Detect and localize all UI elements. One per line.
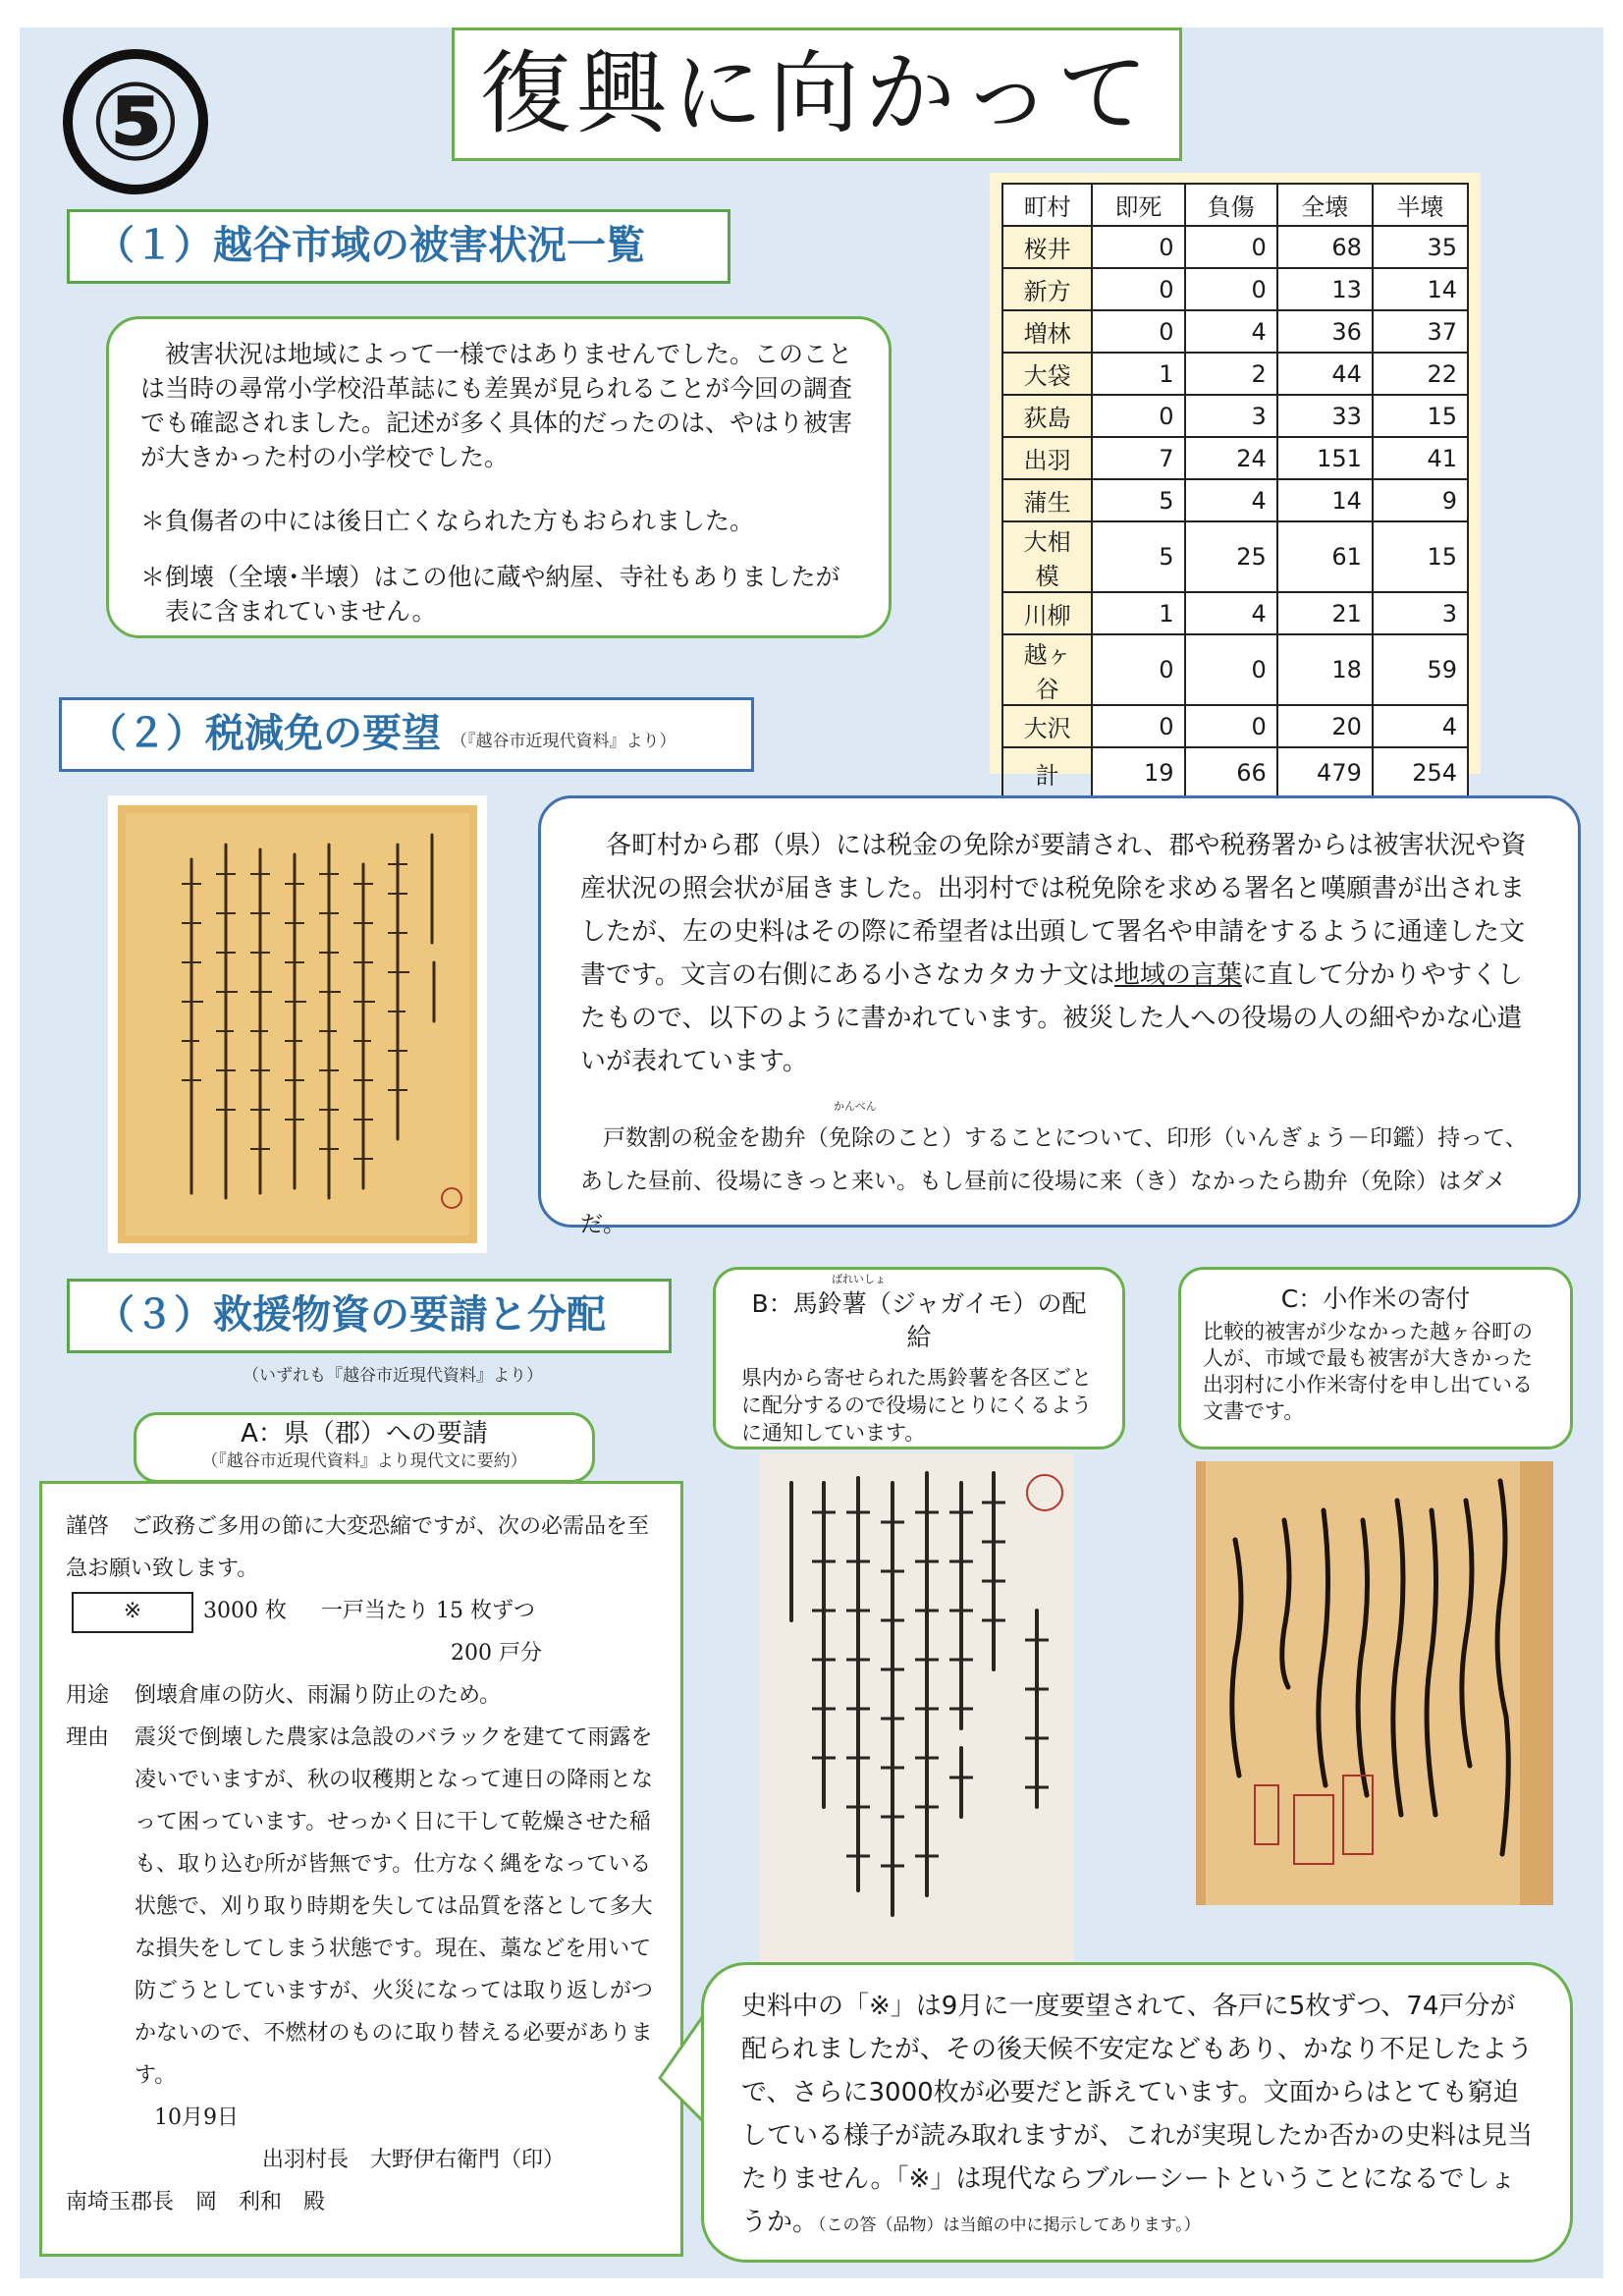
- table-header-cell: 半壊: [1373, 184, 1468, 226]
- table-value-cell: 21: [1277, 592, 1373, 634]
- letter-item-line: [66, 1590, 657, 1632]
- section1-title: [67, 209, 730, 284]
- table-value-cell: 0: [1092, 268, 1184, 310]
- section2-textbox: [538, 795, 1581, 1237]
- table-value-cell: 35: [1373, 226, 1468, 268]
- table-total-row: [1002, 747, 1468, 798]
- table-value-cell: 20: [1277, 705, 1373, 747]
- table-value-cell: 18: [1277, 634, 1373, 705]
- table-row: [1002, 479, 1468, 521]
- table-town-cell: 増林: [1002, 310, 1092, 353]
- table-value-cell: 479: [1277, 747, 1373, 798]
- table-value-cell: 4: [1185, 592, 1277, 634]
- damage-table-header: [1002, 184, 1468, 226]
- table-value-cell: 25: [1185, 521, 1277, 592]
- table-value-cell: 5: [1092, 521, 1184, 592]
- reason-label: 理由: [66, 1725, 110, 1750]
- table-value-cell: 4: [1185, 479, 1277, 521]
- section-b-ruby: ばれいしょ: [832, 1273, 886, 1285]
- table-value-cell: 41: [1373, 437, 1468, 479]
- section2-paragraph-part1: 各町村から郡（県）には税金の免除が要請され、郡や税務署からは被害状況や資産状況の照会状が届きました。出羽村では税免除を求める署名と嘆願書が出されましたが、左の史料はその際に希望者は出頭して署名や申請をするように通達した文書です。文言の右側にある小さなカタカナ文は: [580, 831, 1527, 990]
- table-value-cell: 61: [1277, 521, 1373, 592]
- section3-title: [67, 1279, 672, 1353]
- reason-text: 震災で倒壊した農家は急設のバラックを建てて雨露を凌いでいますが、秋の収穫期となって連日の降雨となって困っています。せっかく日に干して乾燥させた稲も、取り込む所が皆無です。仕方なく縄をなっている状態で、刈り取り時期を失しては品質を落として多大な損失をしてしまう状態です。現在、藁などを用いて防ごうとしていますが、火災になっては取り返しがつかないので、不燃材のものに取り替える必要があります。: [135, 1725, 654, 2088]
- section1-note-collapse: ＊倒壊（全壊･半壊）はこの他に蔵や納屋、寺社もありましたが表に含まれていません。: [140, 563, 840, 626]
- table-row: [1002, 395, 1468, 437]
- note-bubble: [701, 1962, 1573, 2263]
- table-value-cell: 0: [1092, 310, 1184, 353]
- table-town-cell: 蒲生: [1002, 479, 1092, 521]
- damage-table-body: [1002, 226, 1468, 798]
- table-value-cell: 0: [1185, 705, 1277, 747]
- table-value-cell: 0: [1185, 634, 1277, 705]
- table-row: [1002, 634, 1468, 705]
- section-c-title: C：小作米の寄付: [1280, 1285, 1471, 1313]
- section2-title-source: （『越谷市近現代資料』より）: [451, 732, 676, 751]
- table-value-cell: 68: [1277, 226, 1373, 268]
- letter-date: 10月9日: [154, 2105, 239, 2130]
- table-value-cell: 33: [1277, 395, 1373, 437]
- table-town-cell: 川柳: [1002, 592, 1092, 634]
- letter-recipient: 南埼玉郡長 岡 利和 殿: [66, 2190, 326, 2214]
- item-per-household: 一戸当たり 15 枚ずつ: [321, 1599, 535, 1623]
- table-row: [1002, 592, 1468, 634]
- table-value-cell: 3: [1185, 395, 1277, 437]
- section-a-title: A：県（郡）への要請: [241, 1419, 488, 1449]
- section-a-title-tag: [134, 1412, 595, 1483]
- table-town-cell: 大沢: [1002, 705, 1092, 747]
- section-number-badge: ⑤: [63, 49, 208, 194]
- table-header-cell: 負傷: [1185, 184, 1277, 226]
- table-town-cell: 荻島: [1002, 395, 1092, 437]
- table-value-cell: 0: [1092, 395, 1184, 437]
- section-c-body: 比較的被害が少なかった越ヶ谷町の人が、市域で最も被害が大きかった出羽村に小作米寄付を申し出ている文書です。: [1203, 1320, 1533, 1423]
- section-c-box: [1178, 1267, 1573, 1449]
- use-label: 用途: [66, 1683, 110, 1708]
- table-town-cell: 大袋: [1002, 353, 1092, 395]
- section3-source: （いずれも『越谷市近現代資料』より）: [243, 1366, 543, 1386]
- note-small-text: （この答（品物）は当館の中に掲示してあります。）: [818, 2215, 1201, 2235]
- rice-donation-image: [1196, 1461, 1553, 1905]
- potato-notice-photo: [760, 1453, 1074, 1974]
- section1-title-text: （１）越谷市域の被害状況一覧: [95, 223, 645, 268]
- item-placeholder-mark: ※: [72, 1592, 193, 1633]
- note-body: 史料中の「※」は9月に一度要望されて、各戸に5枚ずつ、74戸分が配られましたが、その後天候不安定などもあり、かなり不足したようで、さらに3000枚が必要だと訴えています。文面からはとても窮迫している様子が読み取れますが、これが実現したか否かの史料は見当たりません。「※」は現代ならブルーシートということになるでしょうか。: [741, 1992, 1534, 2237]
- table-town-cell: 大相模: [1002, 521, 1092, 592]
- table-row: [1002, 268, 1468, 310]
- tax-document-photo: [108, 795, 487, 1253]
- section1-textbox: [106, 316, 892, 638]
- table-value-cell: 1: [1092, 592, 1184, 634]
- table-row: [1002, 705, 1468, 747]
- letter-sender: 出羽村長 大野伊右衛門（印）: [262, 2148, 566, 2172]
- section-b-box: [713, 1267, 1125, 1449]
- tax-document-image: [118, 805, 477, 1243]
- table-value-cell: 0: [1092, 705, 1184, 747]
- table-town-cell: 出羽: [1002, 437, 1092, 479]
- item-quantity: 3000 枚: [203, 1599, 287, 1623]
- section-a-letter: [39, 1481, 683, 2257]
- section-b-title: B：馬鈴薯（ジャガイモ）の配給: [751, 1289, 1087, 1351]
- table-value-cell: 36: [1277, 310, 1373, 353]
- letter-greeting: 謹啓 ご政務ご多用の節に大変恐縮ですが、次の必需品を至急お願い致します。: [66, 1514, 650, 1581]
- table-value-cell: 15: [1373, 521, 1468, 592]
- section2-ruby: かんべん: [834, 1100, 877, 1113]
- table-value-cell: 151: [1277, 437, 1373, 479]
- letter-use-line: [66, 1674, 657, 1717]
- table-value-cell: 24: [1185, 437, 1277, 479]
- table-header-cell: 即死: [1092, 184, 1184, 226]
- table-value-cell: 1: [1092, 353, 1184, 395]
- table-row: [1002, 353, 1468, 395]
- table-value-cell: 0: [1185, 268, 1277, 310]
- table-town-cell: 越ヶ谷: [1002, 634, 1092, 705]
- section2-translation: [580, 1100, 1539, 1246]
- table-value-cell: 19: [1092, 747, 1184, 798]
- damage-table: [1001, 183, 1469, 799]
- table-value-cell: 254: [1373, 747, 1468, 798]
- table-value-cell: 3: [1373, 592, 1468, 634]
- table-header-cell: 全壊: [1277, 184, 1373, 226]
- section-b-body: 県内から寄せられた馬鈴薯を各区ごとに配分するので役場にとりにくるように通知しています。: [741, 1366, 1092, 1445]
- table-value-cell: 37: [1373, 310, 1468, 353]
- table-value-cell: 66: [1185, 747, 1277, 798]
- section2-title-text: （２）税減免の要望: [87, 711, 441, 756]
- section-a-subtitle: （『越谷市近現代資料』より現代文に要約）: [201, 1451, 527, 1471]
- damage-table-panel: [990, 173, 1481, 790]
- table-value-cell: 15: [1373, 395, 1468, 437]
- table-town-cell: 計: [1002, 747, 1092, 798]
- table-value-cell: 14: [1277, 479, 1373, 521]
- table-value-cell: 4: [1373, 705, 1468, 747]
- page: [20, 27, 1603, 2278]
- table-value-cell: 0: [1092, 226, 1184, 268]
- section2-underlined-phrase: 地域の言葉: [1113, 960, 1242, 990]
- table-value-cell: 2: [1185, 353, 1277, 395]
- letter-reason-line: [66, 1717, 657, 2097]
- section1-note-injured: ＊負傷者の中には後日亡くなられた方もおられました。: [140, 507, 755, 535]
- table-value-cell: 5: [1092, 479, 1184, 521]
- table-value-cell: 59: [1373, 634, 1468, 705]
- section2-paragraph: [580, 824, 1539, 1083]
- table-row: [1002, 310, 1468, 353]
- table-value-cell: 7: [1092, 437, 1184, 479]
- table-value-cell: 44: [1277, 353, 1373, 395]
- item-households: 200 戸分: [451, 1641, 542, 1666]
- table-value-cell: 22: [1373, 353, 1468, 395]
- table-value-cell: 0: [1092, 634, 1184, 705]
- table-value-cell: 13: [1277, 268, 1373, 310]
- section-b-title-wrap: [741, 1273, 1097, 1354]
- table-header-cell: 町村: [1002, 184, 1092, 226]
- section2-quote: 戸数割の税金を勘弁（免除のこと）することについて、印形（いんぎょう－印鑑）持って、あした昼前、役場にきっと来い。もし昼前に役場に来（き）なかったら勘弁（免除）はダメだ。: [580, 1125, 1528, 1237]
- table-value-cell: 0: [1185, 226, 1277, 268]
- table-row: [1002, 437, 1468, 479]
- section3-title-text: （３）救援物資の要請と分配: [95, 1292, 606, 1338]
- table-value-cell: 4: [1185, 310, 1277, 353]
- section2-paragraph-part2: に直して分かりやすくしたもので、以下のように書かれています。被災した人への役場の人の細やかな心遣いが表れています。: [580, 960, 1523, 1076]
- table-value-cell: 14: [1373, 268, 1468, 310]
- table-row: [1002, 521, 1468, 592]
- section1-paragraph: 被害状況は地域によって一様ではありませんでした。このことは当時の尋常小学校沿革誌にも差異が見られることが今回の調査でも確認されました。記述が多く具体的だったのは、やはり被害が大きかった村の小学校でした。: [140, 340, 853, 471]
- table-value-cell: 9: [1373, 479, 1468, 521]
- rice-donation-photo: [1196, 1461, 1553, 1905]
- section2-title: [59, 697, 754, 772]
- table-town-cell: 新方: [1002, 268, 1092, 310]
- page-title: 復興に向かって: [452, 27, 1182, 161]
- use-text: 倒壊倉庫の防火、雨漏り防止のため。: [135, 1683, 502, 1708]
- table-town-cell: 桜井: [1002, 226, 1092, 268]
- table-row: [1002, 226, 1468, 268]
- potato-notice-image: [760, 1453, 1074, 1974]
- speech-bubble-pointer: [658, 2013, 707, 2131]
